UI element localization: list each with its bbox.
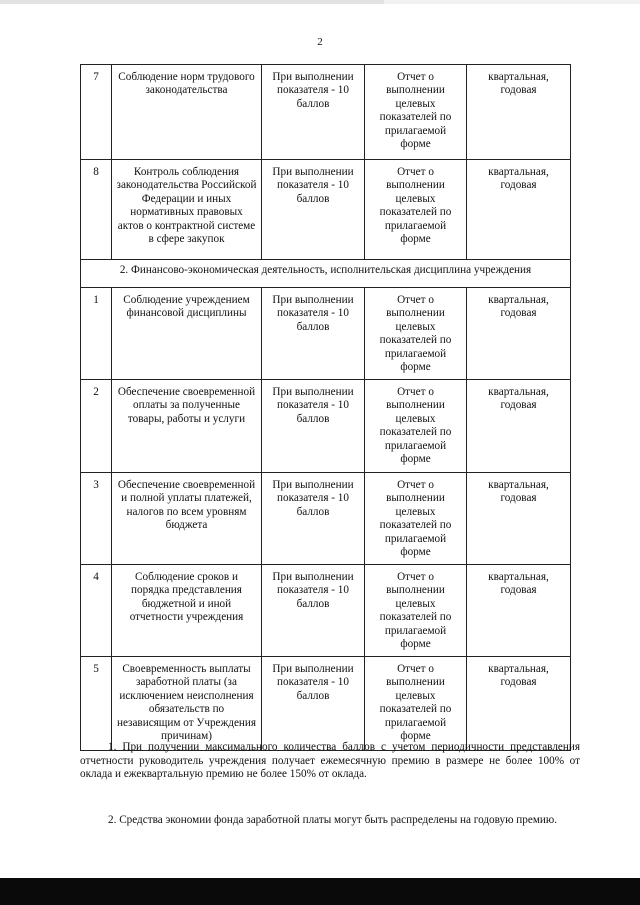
table-row [81, 565, 571, 657]
periodicity-cell: квартальная, годовая [467, 380, 571, 473]
row-number-cell: 7 [81, 65, 112, 160]
row-number-cell: 8 [81, 160, 112, 260]
report-form-cell: Отчет о выполнении целевых показателей по прилагаемой форме [365, 288, 467, 380]
indicator-name-cell: Обеспечение своевременной и полной уплаты платежей, налогов по всем уровням бюджета [112, 473, 262, 565]
periodicity-cell: квартальная, годовая [467, 565, 571, 657]
indicator-name-cell: Контроль соблюдения законодательства Российской Федерации и иных нормативных правовых актов о контрактной системе в сфере закупок [112, 160, 262, 260]
row-number-cell: 2 [81, 380, 112, 473]
row-number-cell: 3 [81, 473, 112, 565]
row-number-cell: 5 [81, 657, 112, 751]
report-form-cell: Отчет о выполнении целевых показателей по прилагаемой форме [365, 565, 467, 657]
indicator-name-cell: Соблюдение норм трудового законодательства [112, 65, 262, 160]
periodicity-cell: квартальная, годовая [467, 473, 571, 565]
condition-cell: При выполнении показателя - 10 баллов [262, 288, 365, 380]
condition-cell: При выполнении показателя - 10 баллов [262, 160, 365, 260]
indicator-name-cell: Своевременность выплаты заработной платы (за исключением неисполнения обязательств по независящим от Учреждения причинам) [112, 657, 262, 751]
criteria-table [80, 64, 571, 751]
note-paragraph-1: 1. При получении максимального количества баллов с учетом периодичности представления отчетности руководитель учреждения получает ежемесячную премию в размере не более 100% от оклада и ежеквартальную премию не более 150% от оклада. [80, 741, 580, 781]
scan-edge-top [0, 0, 640, 4]
table-row [81, 380, 571, 473]
row-number-cell: 1 [81, 288, 112, 380]
report-form-cell: Отчет о выполнении целевых показателей по прилагаемой форме [365, 380, 467, 473]
periodicity-cell: квартальная, годовая [467, 657, 571, 751]
report-form-cell: Отчет о выполнении целевых показателей по прилагаемой форме [365, 65, 467, 160]
report-form-cell: Отчет о выполнении целевых показателей по прилагаемой форме [365, 657, 467, 751]
table-row [81, 657, 571, 751]
report-form-cell: Отчет о выполнении целевых показателей по прилагаемой форме [365, 160, 467, 260]
indicator-name-cell: Соблюдение сроков и порядка представления бюджетной и иной отчетности учреждения [112, 565, 262, 657]
periodicity-cell: квартальная, годовая [467, 65, 571, 160]
indicator-name-cell: Соблюдение учреждением финансовой дисциплины [112, 288, 262, 380]
note-paragraph-2: 2. Средства экономии фонда заработной платы могут быть распределены на годовую премию. [108, 814, 558, 826]
section-header-row [81, 260, 571, 288]
condition-cell: При выполнении показателя - 10 баллов [262, 380, 365, 473]
section-title: 2. Финансово-экономическая деятельность, исполнительская дисциплина учреждения [81, 260, 571, 288]
condition-cell: При выполнении показателя - 10 баллов [262, 65, 365, 160]
periodicity-cell: квартальная, годовая [467, 288, 571, 380]
report-form-cell: Отчет о выполнении целевых показателей по прилагаемой форме [365, 473, 467, 565]
table-row [81, 160, 571, 260]
indicator-name-cell: Обеспечение своевременной оплаты за полученные товары, работы и услуги [112, 380, 262, 473]
scan-edge-bottom [0, 878, 640, 905]
table-row [81, 473, 571, 565]
page-number: 2 [317, 36, 323, 48]
row-number-cell: 4 [81, 565, 112, 657]
periodicity-cell: квартальная, годовая [467, 160, 571, 260]
condition-cell: При выполнении показателя - 10 баллов [262, 473, 365, 565]
table-row [81, 65, 571, 160]
table-row [81, 288, 571, 380]
condition-cell: При выполнении показателя - 10 баллов [262, 565, 365, 657]
condition-cell: При выполнении показателя - 10 баллов [262, 657, 365, 751]
